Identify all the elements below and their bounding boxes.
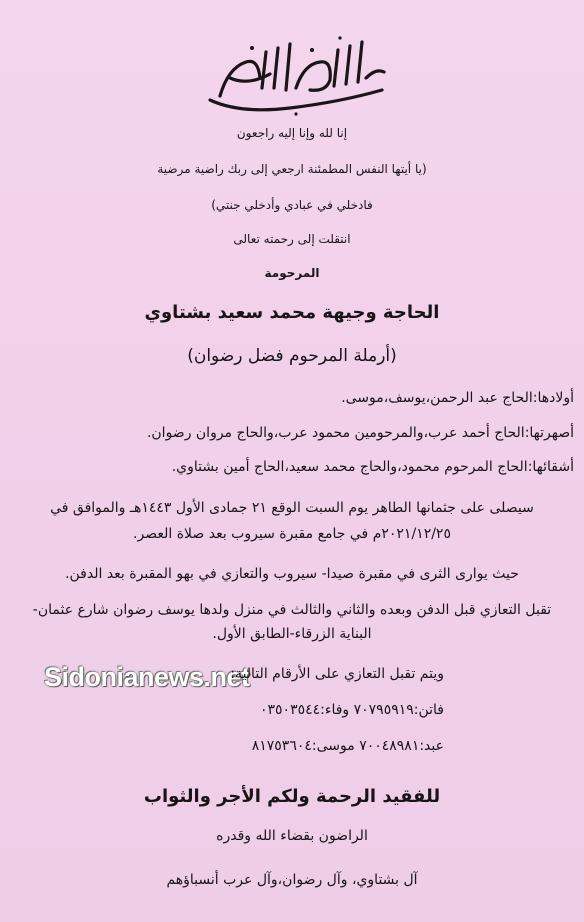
verse-line-2: فادخلي في عبادي وأدخلي جنتي): [211, 198, 373, 212]
phones-line-1: فاتن:٧٠٧٩٥٩١٩ وفاء:٠٣٥٠٣٥٤٤: [259, 702, 444, 718]
deceased-name: الحاجة وجيهة محمد سعيد بشتاوي: [144, 302, 440, 323]
deceased-note: (أرملة المرحوم فضل رضوان): [187, 346, 397, 366]
funeral-line-2: ٢٠٢١/١٢/٢٥م في جامع مقبرة سيروب بعد صلاة العصر.: [133, 526, 451, 542]
basmala-calligraphy: [200, 28, 390, 120]
phones-line-2: عبد:٧٠٠٤٨٩٨١ موسى:٨١٧٥٣٦٠٤: [251, 738, 444, 754]
closing-prayer: للفقيد الرحمة ولكم الأجر والثواب: [143, 786, 441, 807]
condolence-line-2: البناية الزرقاء-الطابق الأول.: [212, 626, 372, 642]
deceased-label: المرحومة: [264, 266, 320, 280]
verse-line-1: (يا أيتها النفس المطمئنة ارجعي إلى ربك راضية مرضية: [157, 162, 427, 176]
phones-intro: ويتم تقبل التعازي على الأرقام التالية:: [230, 666, 444, 682]
condolence-line-1: تقبل التعازي قبل الدفن وبعده والثاني والثالث في منزل ولدها يوسف رضوان شارع عثمان-: [32, 602, 552, 618]
closing-families: آل بشتاوي، وآل رضوان،وآل عرب أنسباؤهم: [166, 872, 418, 888]
family-children: أولادها:الحاج عبد الرحمن،يوسف،موسى.: [341, 390, 574, 406]
closing-accept: الراضون بقضاء الله وقدره: [216, 828, 368, 844]
family-in-laws: أصهرتها:الحاج أحمد عرب،والمرحومين محمود عرب،والحاج مروان رضوان.: [146, 425, 574, 441]
intro-text: انتقلت إلى رحمته تعالى: [233, 232, 351, 246]
funeral-line-1: سيصلى على جثمانها الطاهر يوم السبت الوقع ٢١ جمادى الأول ١٤٤٣هـ والموافق في: [50, 500, 534, 516]
burial-text: حيث يوارى الثرى في مقبرة صيدا- سيروب والتعازي في بهو المقبرة بعد الدفن.: [65, 566, 519, 582]
watermark-logo: Sidonianews.net: [44, 662, 250, 692]
family-siblings: أشقائها:الحاج المرحوم محمود،والحاج محمد سعيد،الحاج أمين بشتاوي.: [171, 459, 574, 475]
verse-inna-lillah: إنا لله وإنا إليه راجعون: [236, 126, 348, 140]
